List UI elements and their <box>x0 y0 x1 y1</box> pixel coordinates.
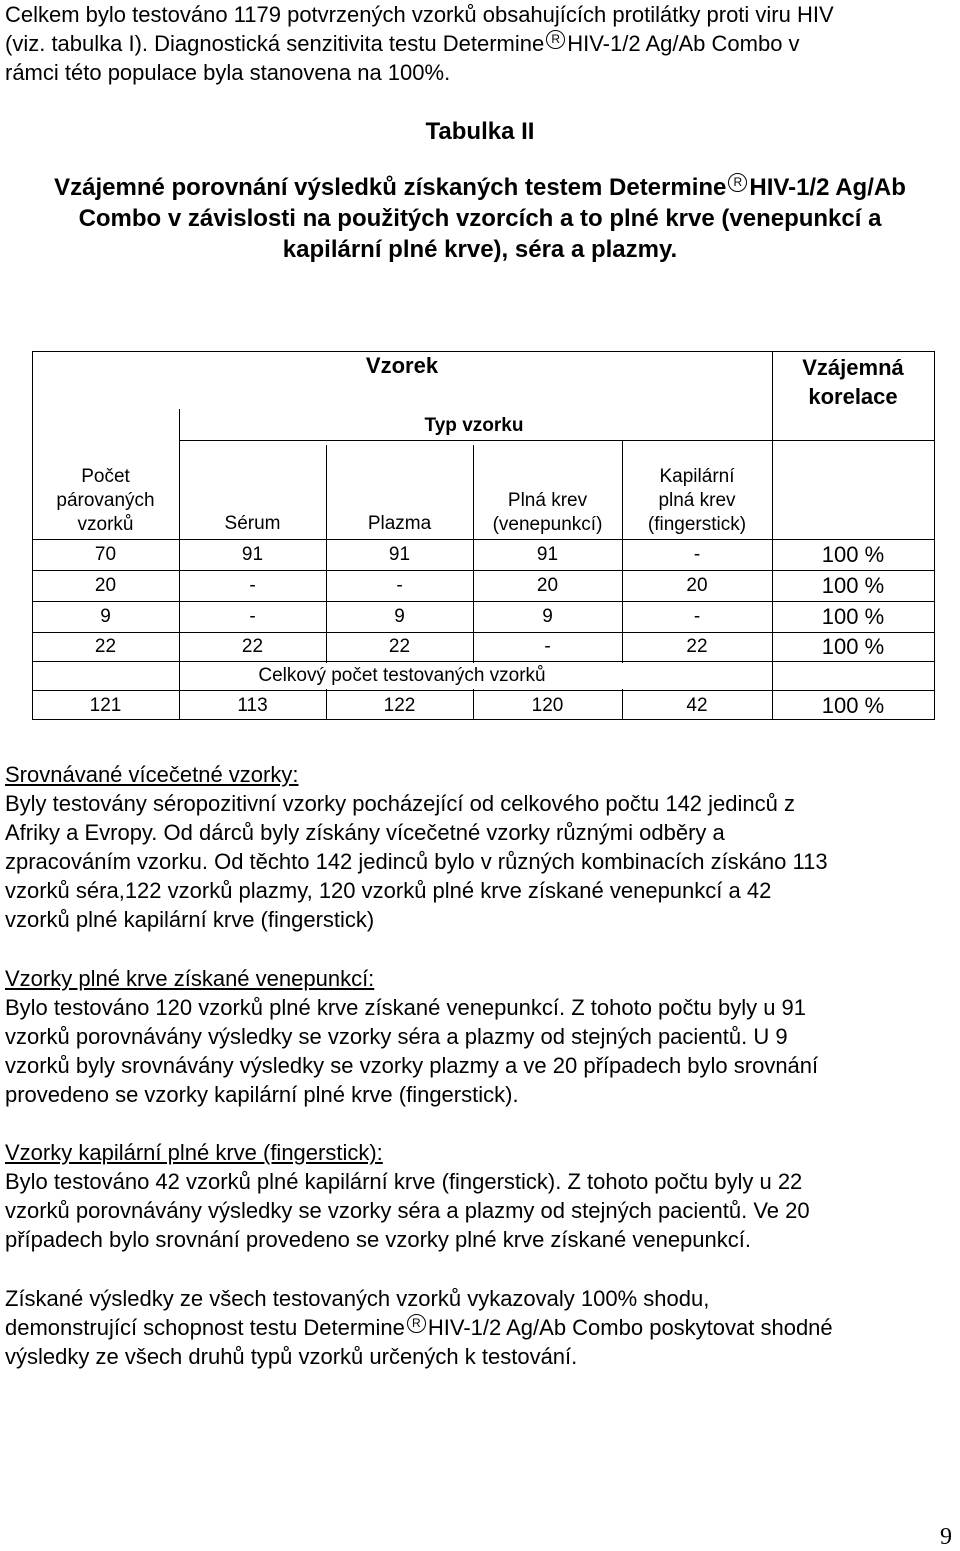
table-border <box>32 661 934 662</box>
caption-line: Combo v závislosti na použitých vzorcích a to plné krve (venepunkcí a <box>78 205 882 232</box>
table-border <box>32 632 934 633</box>
table-cell: 22 <box>388 636 411 657</box>
table-cell: - <box>693 606 701 627</box>
section-heading: Srovnávané vícečetné vzorky: <box>5 762 299 787</box>
table-cell: - <box>249 606 256 627</box>
table-cell: 91 <box>388 544 411 565</box>
table-border <box>32 690 934 691</box>
total-label: Celkový počet testovaných vzorků <box>258 665 546 686</box>
header-text: párovaných <box>56 490 155 511</box>
header-pocet-vzorku <box>32 465 179 537</box>
section-line: vzorků plné kapilární krve (fingerstick) <box>5 907 375 932</box>
caption-text: Vzájemné porovnání výsledků získaných testem Determine <box>54 174 727 201</box>
conclusion-line: Získané výsledky ze všech testovaných vzorků vykazovaly 100% shodu, <box>5 1286 710 1311</box>
header-text: korelace <box>808 384 898 409</box>
table-cell: 22 <box>241 636 264 657</box>
header-plazma: Plazma <box>367 513 432 534</box>
table-border <box>934 351 935 720</box>
section-line: zpracováním vzorku. Od těchto 142 jedinců bylo v různých kombinacích získáno 113 <box>5 849 828 874</box>
header-text: (fingerstick) <box>647 514 747 535</box>
table-cell: 100 % <box>821 693 885 718</box>
table-cell: 100 % <box>821 604 885 629</box>
registered-mark-icon: R <box>546 30 565 49</box>
intro-text: (viz. tabulka I). Diagnostická senzitivita testu Determine <box>5 31 545 56</box>
table-border <box>32 351 934 352</box>
registered-mark-icon: R <box>728 173 747 192</box>
table-cell: 42 <box>686 695 708 716</box>
header-vzajemna-korelace <box>772 353 934 411</box>
section-heading: Vzorky kapilární plné krve (fingerstick): <box>5 1140 383 1165</box>
section-line: Afriky a Evropy. Od dárců byly získány vícečetné vzorky různými odběry a <box>5 820 725 845</box>
section-line: provedeno se vzorky kapilární plné krve (fingerstick). <box>5 1082 519 1107</box>
section-venepuncture <box>5 964 955 1109</box>
table-cell: 100 % <box>821 573 885 598</box>
caption-line <box>20 172 940 203</box>
table-cell: 100 % <box>821 542 885 567</box>
table-cell: 9 <box>394 606 405 627</box>
header-typ-vzorku: Typ vzorku <box>424 415 524 436</box>
table-cell: 22 <box>686 636 708 657</box>
table-cell: 120 <box>531 695 564 716</box>
conclusion-line: výsledky ze všech druhů typů vzorků určených k testování. <box>5 1344 578 1369</box>
header-text: Kapilární <box>659 466 735 487</box>
section-line: vzorků porovnávány výsledky se vzorky séra a plazmy od stejných pacientů. Ve 20 <box>5 1198 810 1223</box>
conclusion-text: HIV-1/2 Ag/Ab Combo poskytovat shodné <box>427 1315 833 1340</box>
table-cell: - <box>544 636 551 657</box>
table-border <box>32 719 934 720</box>
comparison-table <box>32 351 934 720</box>
table-border <box>32 601 934 602</box>
intro-line: Celkem bylo testováno 1179 potvrzených vzorků obsahujících protilátky proti viru HIV <box>5 2 834 27</box>
table-cell: 9 <box>542 606 553 627</box>
table-cell: 20 <box>686 575 708 596</box>
table-cell: 113 <box>237 695 268 716</box>
page-number: 9 <box>940 1524 952 1550</box>
table-cell: 100 % <box>821 634 885 659</box>
table-cell: 20 <box>94 575 117 596</box>
header-kapilarni <box>622 465 772 537</box>
table-border <box>179 440 934 441</box>
section-fingerstick <box>5 1138 955 1254</box>
header-vzorek: Vzorek <box>365 353 439 378</box>
conclusion-line <box>5 1313 955 1342</box>
table-cell: 122 <box>383 695 416 716</box>
table-cell: - <box>249 575 256 596</box>
intro-text: HIV-1/2 Ag/Ab Combo v <box>567 31 800 56</box>
table-border <box>32 539 934 540</box>
header-text: (venepunkcí) <box>492 514 603 535</box>
conclusion-text: demonstrující schopnost testu Determine <box>5 1315 405 1340</box>
table-title: Tabulka II <box>425 118 535 145</box>
registered-mark-icon: R <box>407 1314 426 1333</box>
table-cell: 22 <box>94 636 117 657</box>
header-serum: Sérum <box>224 513 281 534</box>
intro-paragraph <box>5 0 955 87</box>
table-cell: 121 <box>89 695 122 716</box>
section-line: Bylo testováno 42 vzorků plné kapilární krve (fingerstick). Z tohoto počtu byly u 22 <box>5 1169 803 1194</box>
table-cell: - <box>396 575 403 596</box>
section-heading: Vzorky plné krve získané venepunkcí: <box>5 966 375 991</box>
header-text: plná krev <box>658 490 736 511</box>
header-text: Vzájemná <box>802 355 904 380</box>
conclusion-paragraph <box>5 1284 955 1371</box>
intro-line <box>5 29 955 58</box>
section-multiple-samples <box>5 760 955 934</box>
header-plna-krev <box>473 489 622 537</box>
header-text: vzorků <box>77 514 134 535</box>
header-text: Počet <box>81 466 130 487</box>
section-line: vzorků byly srovnávány výsledky se vzorky plazmy a ve 20 případech bylo srovnání <box>5 1053 819 1078</box>
section-line: Byly testovány séropozitivní vzorky pocházející od celkového počtu 142 jedinců z <box>5 791 795 816</box>
section-line: případech bylo srovnání provedeno se vzorky plné krve získané venepunkcí. <box>5 1227 751 1252</box>
table-caption <box>20 172 940 265</box>
table-cell: 70 <box>94 544 117 565</box>
section-line: vzorků séra,122 vzorků plazmy, 120 vzorků plné krve získané venepunkcí a 42 <box>5 878 772 903</box>
table-cell: 20 <box>536 575 559 596</box>
table-cell: 91 <box>536 544 559 565</box>
section-line: Bylo testováno 120 vzorků plné krve získané venepunkcí. Z tohoto počtu byly u 91 <box>5 995 807 1020</box>
section-line: vzorků porovnávány výsledky se vzorky séra a plazmy od stejných pacientů. U 9 <box>5 1024 788 1049</box>
header-text: Plná krev <box>507 490 588 511</box>
caption-text: HIV-1/2 Ag/Ab <box>749 174 906 201</box>
table-cell: 91 <box>241 544 264 565</box>
table-border <box>32 570 934 571</box>
intro-line: rámci této populace byla stanovena na 100%. <box>5 60 451 85</box>
table-cell: 9 <box>100 606 111 627</box>
table-cell: - <box>693 544 701 565</box>
caption-line: kapilární plné krve), séra a plazmy. <box>282 236 678 263</box>
